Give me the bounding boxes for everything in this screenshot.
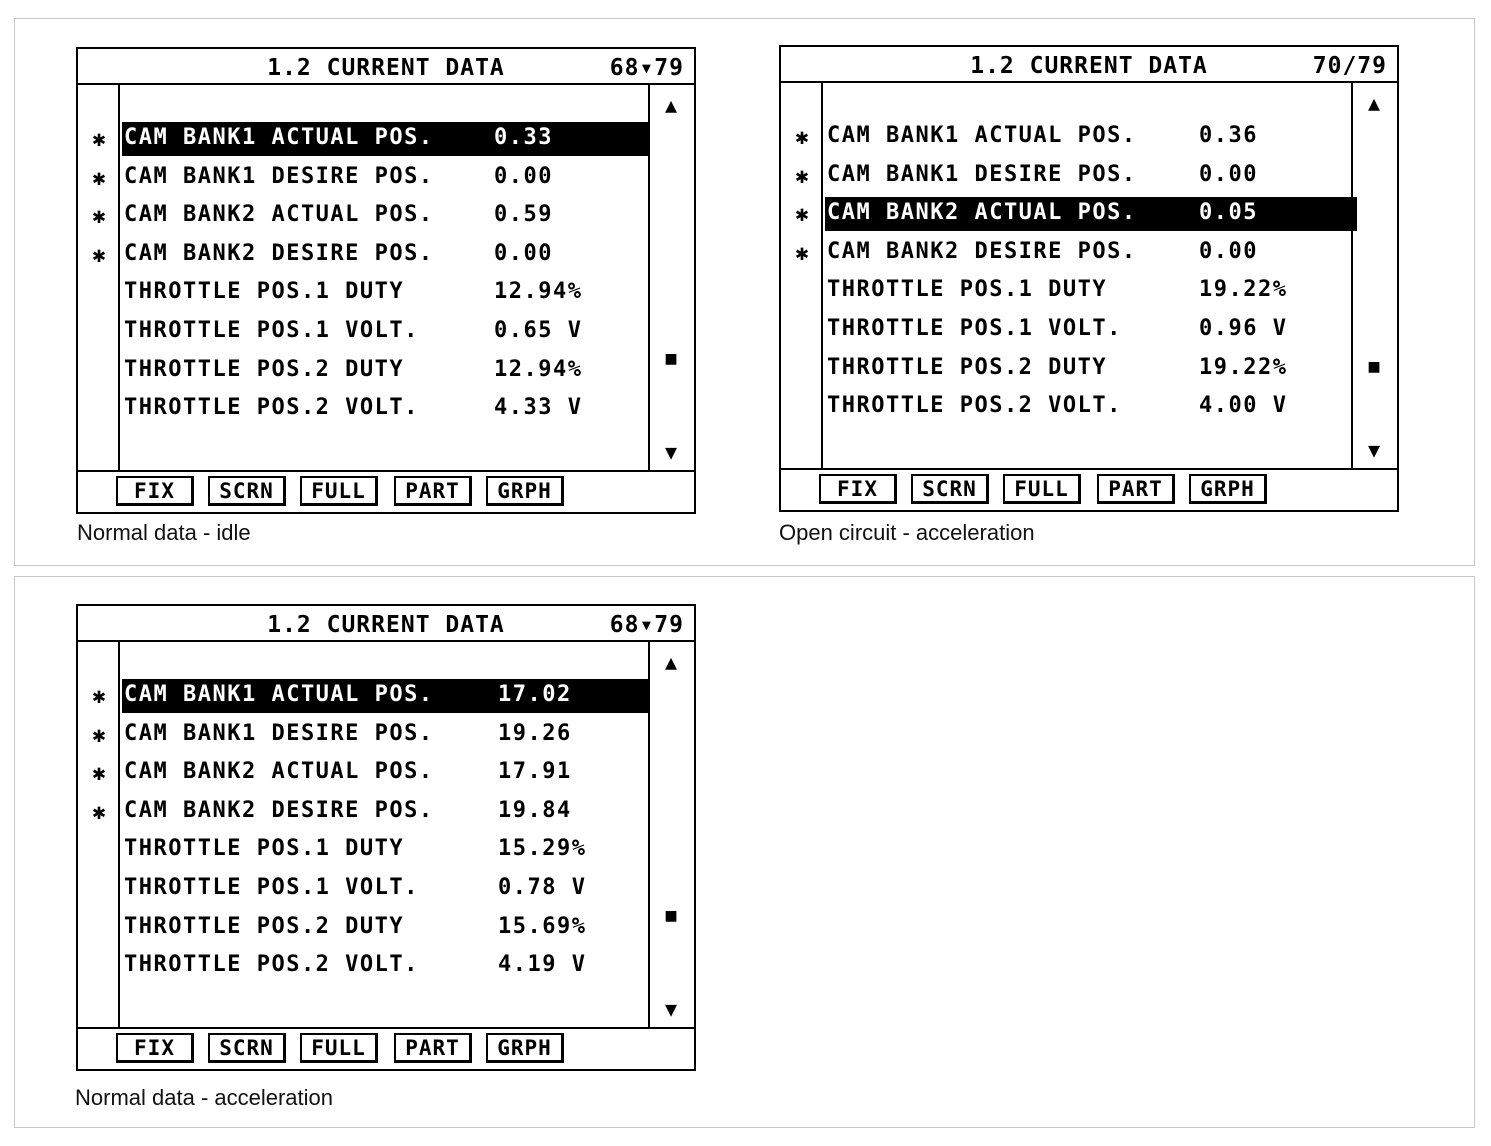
function-button-full[interactable]: FULL <box>300 476 378 506</box>
scroll-down-icon[interactable]: ▼ <box>664 440 678 464</box>
parameter-label: CAM BANK2 DESIRE POS. <box>827 238 1137 264</box>
function-key-bar <box>781 468 1397 510</box>
fixed-marker-icon: ✱ <box>92 799 106 825</box>
fixed-marker-icon: ✱ <box>795 163 809 189</box>
scroll-position-icon[interactable]: ■ <box>665 905 677 926</box>
fixed-marker-icon: ✱ <box>92 242 106 268</box>
data-row[interactable] <box>78 237 694 276</box>
parameter-value: 0.65 V <box>494 317 583 343</box>
parameter-label: CAM BANK2 DESIRE POS. <box>124 797 434 823</box>
item-counter: 68▾79 <box>609 55 684 81</box>
parameter-value: 19.22% <box>1199 354 1288 380</box>
data-row[interactable] <box>78 314 694 353</box>
screen-header <box>781 47 1397 83</box>
parameter-label: THROTTLE POS.2 VOLT. <box>827 393 1122 419</box>
data-row[interactable] <box>781 312 1397 351</box>
parameter-value: 19.22% <box>1199 277 1288 303</box>
scroll-down-icon[interactable]: ▼ <box>664 997 678 1021</box>
parameter-label: THROTTLE POS.2 DUTY <box>124 913 405 939</box>
parameter-label: CAM BANK1 DESIRE POS. <box>124 720 434 746</box>
function-button-scrn[interactable]: SCRN <box>911 474 989 504</box>
data-row[interactable] <box>781 351 1397 390</box>
function-button-fix[interactable]: FIX <box>116 1033 194 1063</box>
data-row[interactable] <box>781 158 1397 197</box>
fixed-marker-icon: ✱ <box>92 204 106 230</box>
fixed-marker-icon: ✱ <box>92 722 106 748</box>
data-row[interactable] <box>78 160 694 199</box>
function-button-grph[interactable]: GRPH <box>486 476 564 506</box>
parameter-value: 0.33 <box>494 125 553 150</box>
data-list <box>781 119 1397 428</box>
function-button-fix[interactable]: FIX <box>116 476 194 506</box>
screen-header <box>78 49 694 85</box>
parameter-label: THROTTLE POS.2 DUTY <box>124 356 405 382</box>
fixed-marker-icon: ✱ <box>92 127 106 152</box>
screen-caption: Normal data - acceleration <box>75 1085 334 1110</box>
function-button-full[interactable]: FULL <box>1003 474 1081 504</box>
parameter-value: 12.94% <box>494 356 583 382</box>
parameter-label: THROTTLE POS.1 VOLT. <box>124 317 419 343</box>
parameter-label: CAM BANK2 ACTUAL POS. <box>124 759 434 785</box>
parameter-label: THROTTLE POS.2 VOLT. <box>124 395 419 421</box>
scan-tool-screen <box>76 47 696 514</box>
function-button-part[interactable]: PART <box>1097 474 1175 504</box>
scan-tool-screen <box>76 604 696 1071</box>
scroll-up-icon[interactable]: ▲ <box>664 650 678 674</box>
scroll-position-icon[interactable]: ■ <box>1368 356 1380 377</box>
data-row[interactable] <box>78 832 694 871</box>
screen-header <box>78 606 694 642</box>
data-list <box>78 121 694 430</box>
parameter-value: 15.69% <box>498 913 587 939</box>
data-row[interactable] <box>78 391 694 430</box>
parameter-value: 19.26 <box>498 720 572 746</box>
parameter-label: CAM BANK1 DESIRE POS. <box>124 163 434 189</box>
parameter-value: 0.00 <box>494 240 553 266</box>
screen-title: 1.2 CURRENT DATA <box>267 55 505 81</box>
function-button-full[interactable]: FULL <box>300 1033 378 1063</box>
screen-title: 1.2 CURRENT DATA <box>267 612 505 638</box>
screen-title: 1.2 CURRENT DATA <box>970 53 1208 79</box>
data-row[interactable] <box>781 235 1397 274</box>
parameter-value: 0.00 <box>1199 161 1258 187</box>
parameter-label: THROTTLE POS.1 VOLT. <box>827 315 1122 341</box>
data-row[interactable] <box>78 871 694 910</box>
parameter-label: THROTTLE POS.1 DUTY <box>827 277 1108 303</box>
function-button-part[interactable]: PART <box>394 476 472 506</box>
data-row[interactable] <box>781 389 1397 428</box>
data-row[interactable] <box>781 196 1397 235</box>
scan-tool-screen <box>779 45 1399 512</box>
parameter-label: CAM BANK2 ACTUAL POS. <box>124 202 434 228</box>
data-row[interactable] <box>78 910 694 949</box>
parameter-label: CAM BANK1 ACTUAL POS. <box>827 123 1137 148</box>
parameter-label: CAM BANK1 ACTUAL POS. <box>124 682 434 707</box>
scroll-down-icon[interactable]: ▼ <box>1367 438 1381 462</box>
item-counter: 70/79 <box>1312 53 1387 79</box>
function-button-part[interactable]: PART <box>394 1033 472 1063</box>
scroll-up-icon[interactable]: ▲ <box>664 93 678 117</box>
data-row[interactable] <box>78 353 694 392</box>
parameter-value: 0.78 V <box>498 874 587 900</box>
function-button-scrn[interactable]: SCRN <box>208 1033 286 1063</box>
data-row[interactable] <box>78 794 694 833</box>
parameter-label: CAM BANK1 ACTUAL POS. <box>124 125 434 150</box>
parameter-label: CAM BANK1 DESIRE POS. <box>827 161 1137 187</box>
data-row[interactable] <box>781 273 1397 312</box>
data-row[interactable] <box>781 119 1397 158</box>
data-row[interactable] <box>78 198 694 237</box>
item-counter: 68▾79 <box>609 612 684 638</box>
parameter-value: 17.91 <box>498 759 572 785</box>
screen-caption: Normal data - idle <box>77 520 251 545</box>
function-key-bar <box>78 470 694 512</box>
data-row[interactable] <box>78 755 694 794</box>
data-row[interactable] <box>78 717 694 756</box>
parameter-value: 0.36 <box>1199 123 1258 148</box>
parameter-value: 15.29% <box>498 836 587 862</box>
parameter-value: 19.84 <box>498 797 572 823</box>
parameter-label: THROTTLE POS.2 VOLT. <box>124 952 419 978</box>
parameter-label: CAM BANK2 ACTUAL POS. <box>827 200 1137 226</box>
screen-caption: Open circuit - acceleration <box>779 520 1035 545</box>
parameter-value: 17.02 <box>498 682 572 707</box>
parameter-value: 12.94% <box>494 279 583 305</box>
parameter-label: THROTTLE POS.1 VOLT. <box>124 874 419 900</box>
data-list <box>78 678 694 987</box>
fixed-marker-icon: ✱ <box>92 761 106 787</box>
parameter-label: THROTTLE POS.1 DUTY <box>124 836 405 862</box>
fixed-marker-icon: ✱ <box>795 202 809 228</box>
scroll-position-icon[interactable]: ■ <box>665 348 677 369</box>
data-row[interactable] <box>78 678 694 717</box>
parameter-value: 4.00 V <box>1199 393 1288 419</box>
parameter-value: 0.96 V <box>1199 315 1288 341</box>
fixed-marker-icon: ✱ <box>92 684 106 709</box>
parameter-label: THROTTLE POS.1 DUTY <box>124 279 405 305</box>
parameter-value: 4.19 V <box>498 952 587 978</box>
parameter-label: CAM BANK2 DESIRE POS. <box>124 240 434 266</box>
data-row[interactable] <box>78 121 694 160</box>
data-row[interactable] <box>78 275 694 314</box>
parameter-value: 0.00 <box>1199 238 1258 264</box>
data-row[interactable] <box>78 948 694 987</box>
scroll-up-icon[interactable]: ▲ <box>1367 91 1381 115</box>
fixed-marker-icon: ✱ <box>795 125 809 150</box>
function-button-scrn[interactable]: SCRN <box>208 476 286 506</box>
function-button-grph[interactable]: GRPH <box>486 1033 564 1063</box>
function-button-grph[interactable]: GRPH <box>1189 474 1267 504</box>
parameter-value: 4.33 V <box>494 395 583 421</box>
function-button-fix[interactable]: FIX <box>819 474 897 504</box>
parameter-value: 0.59 <box>494 202 553 228</box>
fixed-marker-icon: ✱ <box>92 165 106 191</box>
parameter-value: 0.00 <box>494 163 553 189</box>
fixed-marker-icon: ✱ <box>795 240 809 266</box>
parameter-value: 0.05 <box>1199 200 1258 226</box>
parameter-label: THROTTLE POS.2 DUTY <box>827 354 1108 380</box>
function-key-bar <box>78 1027 694 1069</box>
